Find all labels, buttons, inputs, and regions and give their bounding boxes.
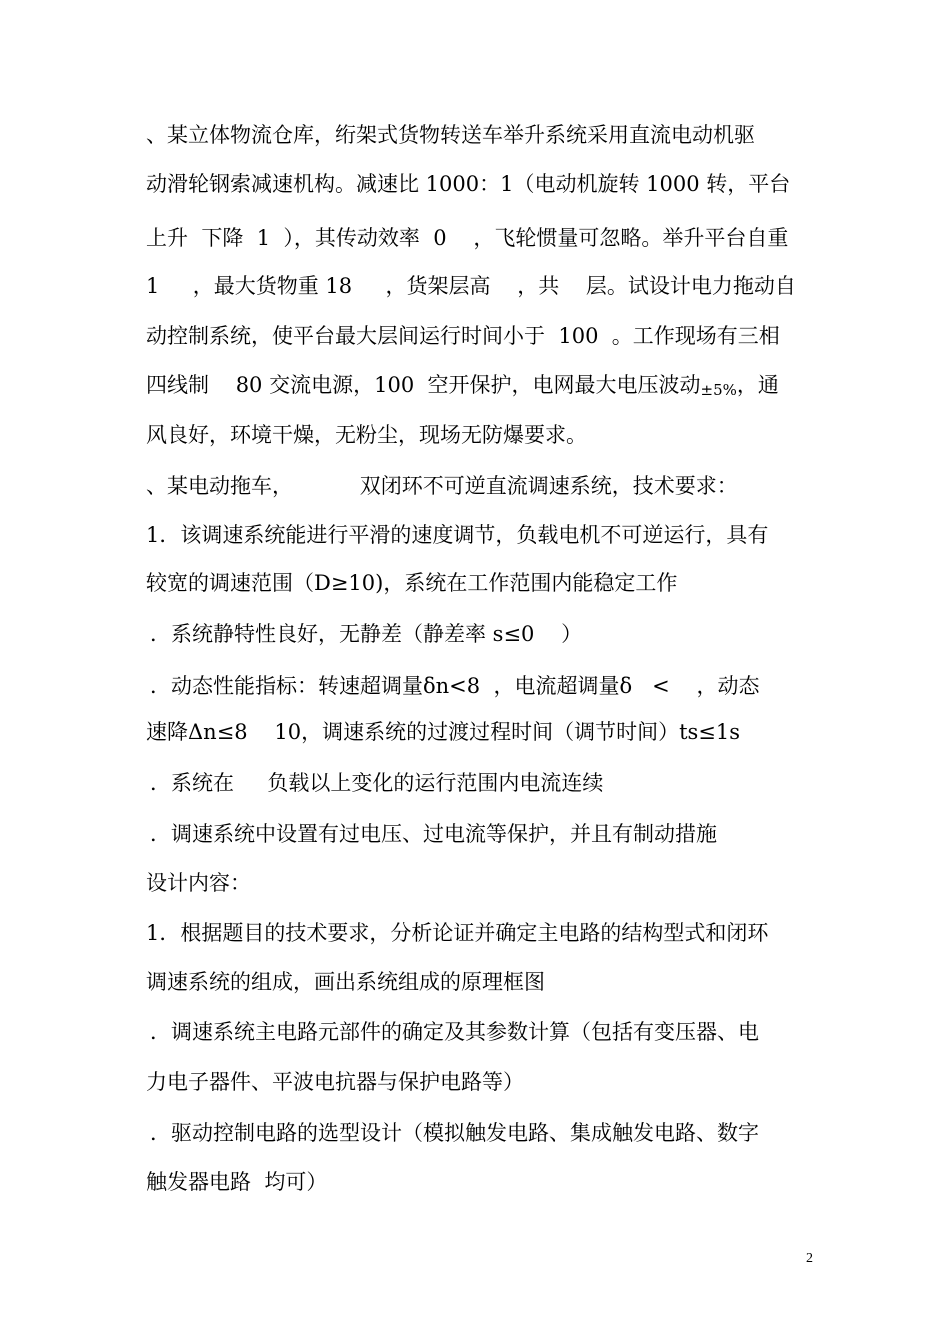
text-line: 、某电动拖车， 双闭环不可逆直流调速系统，技术要求： [146, 474, 738, 498]
text-line: 速降Δn≤8 10，调速系统的过渡过程时间（调节时间）ts≤1s [146, 720, 741, 744]
text-line: ．系统在 负载以上变化的运行范围内电流连续 [150, 771, 604, 795]
text-line: 力电子器件、平波电抗器与保护电路等） [146, 1070, 524, 1094]
text-line: 触发器电路 均可） [146, 1170, 328, 1194]
text-line: 、某立体物流仓库，绗架式货物转送车举升系统采用直流电动机驱 [146, 123, 755, 147]
text-line-with-tolerance [146, 371, 816, 404]
text-line: 1．该调速系统能进行平滑的速度调节，负载电机不可逆运行，具有 [146, 523, 769, 547]
text-line: 设计内容： [146, 871, 251, 895]
text-line-part: 四线制 80 交流电源，100 空开保护，电网最大电压波动 [146, 373, 701, 397]
text-line: 动控制系统，使平台最大层间运行时间小于 100 。工作现场有三相 [146, 324, 780, 348]
text-line: 调速系统的组成，画出系统组成的原理框图 [146, 970, 545, 994]
text-line: 1．根据题目的技术要求，分析论证并确定主电路的结构型式和闭环 [146, 921, 769, 945]
text-line: 1 ，最大货物重 18 ，货架层高 ，共 层。试设计电力拖动自 [146, 274, 796, 298]
text-line: ．系统静特性良好，无静差（静差率 s≤0 ） [150, 622, 583, 646]
text-line-part: ，通 [736, 373, 779, 397]
text-line: 较宽的调速范围（D≥10)，系统在工作范围内能稳定工作 [146, 571, 678, 595]
text-line: 上升 下降 1 ），其传动效率 0 ，飞轮惯量可忽略。举升平台自重 [146, 226, 789, 250]
voltage-tolerance: ±5% [700, 381, 737, 399]
text-line: ．动态性能指标：转速超调量δn<8 ，电流超调量δ < ，动态 [150, 674, 760, 698]
text-line: ．驱动控制电路的选型设计（模拟触发电路、集成触发电路、数字 [150, 1121, 759, 1145]
text-line: 风良好，环境干燥，无粉尘，现场无防爆要求。 [146, 423, 587, 447]
text-line: ．调速系统主电路元部件的确定及其参数计算（包括有变压器、电 [150, 1020, 759, 1044]
text-line: 动滑轮钢索减速机构。减速比 1000：1（电动机旋转 1000 转，平台 [146, 172, 791, 196]
page-number: 2 [806, 1251, 813, 1266]
text-line: ．调速系统中设置有过电压、过电流等保护，并且有制动措施 [150, 822, 717, 846]
